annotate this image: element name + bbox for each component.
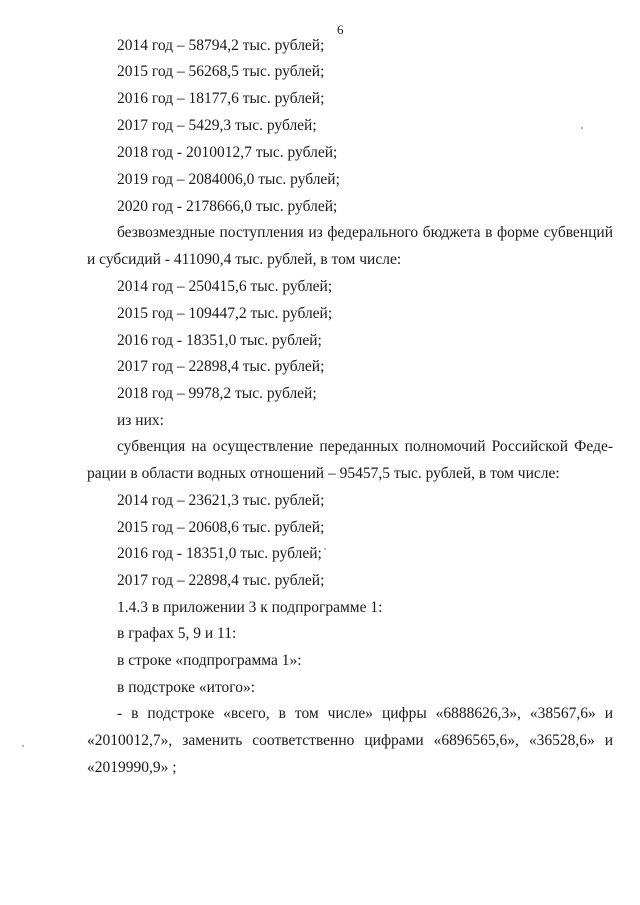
text-line-row-subprogram: в строке «подпрограмма 1»: [117, 652, 302, 669]
paragraph-replace-figures-cont: «2010012,7», заменить соответственно цифрами «6896565,6», «36528,6» и [87, 732, 613, 749]
text-line-2015-total: 2015 год – 56268,5 тыс. рублей; [117, 63, 325, 80]
text-line-2018-federal: 2018 год – 9978,2 тыс. рублей; [117, 385, 317, 402]
paragraph-replace-figures-end: «2019990,9» ; [87, 759, 177, 776]
text-line-2014-total: 2014 год – 58794,2 тыс. рублей; [117, 37, 325, 54]
text-line-2017-subvention: 2017 год – 22898,4 тыс. рублей; [117, 572, 325, 589]
text-line-2019-total: 2019 год – 2084006,0 тыс. рублей; [117, 171, 340, 188]
text-line-2014-subvention: 2014 год – 23621,3 тыс. рублей; [117, 492, 325, 509]
scan-speck [324, 548, 326, 550]
text-line-appendix-3: 1.4.3 в приложении 3 к подпрограмме 1: [117, 599, 383, 616]
page-number: 6 [337, 22, 344, 37]
text-line-subrow-total: в подстроке «итого»: [117, 679, 256, 696]
text-line-2017-federal: 2017 год – 22898,4 тыс. рублей; [117, 358, 325, 375]
paragraph-replace-figures: - в подстроке «всего, в том числе» цифры «6888626,3», «38567,6» и [117, 705, 613, 722]
text-line-2017-total: 2017 год – 5429,3 тыс. рублей; [117, 117, 317, 134]
text-line-columns: в графах 5, 9 и 11: [117, 625, 237, 642]
text-line-2016-subvention: 2016 год - 18351,0 тыс. рублей; [117, 545, 322, 562]
text-line-2020-total: 2020 год - 2178666,0 тыс. рублей; [117, 198, 338, 215]
paragraph-subvention-cont: рации в области водных отношений – 95457,5 тыс. рублей, в том числе: [87, 465, 560, 482]
text-line-of-which: из них: [117, 412, 164, 429]
paragraph-subvention: субвенция на осуществление переданных полномочий Российской Феде- [117, 438, 613, 455]
paragraph-federal-receipts-cont: и субсидий - 411090,4 тыс. рублей, в том числе: [87, 251, 402, 268]
text-line-2014-federal: 2014 год – 250415,6 тыс. рублей; [117, 278, 333, 295]
text-line-2018-total: 2018 год - 2010012,7 тыс. рублей; [117, 144, 338, 161]
text-line-2015-subvention: 2015 год – 20608,6 тыс. рублей; [117, 519, 325, 536]
paragraph-federal-receipts: безвозмездные поступления из федерального бюджета в форме субвенций [117, 224, 613, 241]
text-line-2016-federal: 2016 год - 18351,0 тыс. рублей; [117, 332, 322, 349]
text-line-2016-total: 2016 год – 18177,6 тыс. рублей; [117, 90, 325, 107]
text-line-2015-federal: 2015 год – 109447,2 тыс. рублей; [117, 305, 333, 322]
scan-speck [581, 127, 583, 129]
scan-speck [22, 745, 24, 747]
